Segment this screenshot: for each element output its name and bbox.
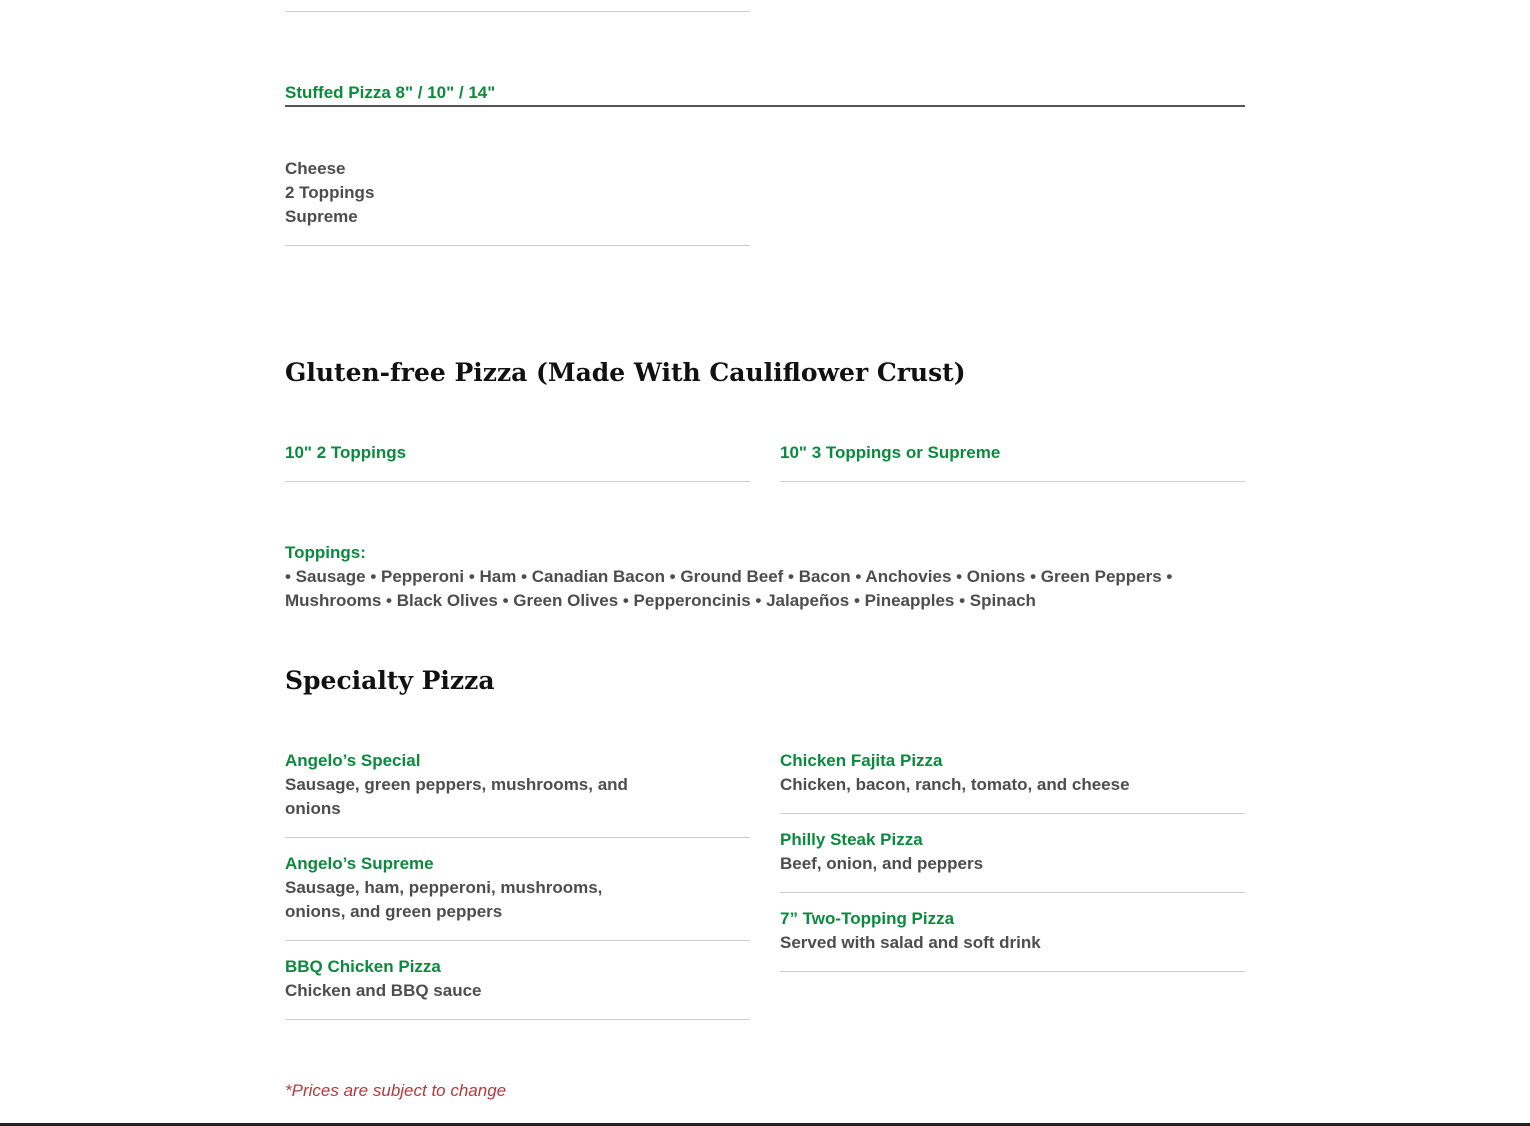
gluten-free-item-3-toppings: 10" 3 Toppings or Supreme xyxy=(780,443,1001,462)
toppings-label: Toppings: xyxy=(285,543,366,562)
specialty-heading: Specialty Pizza xyxy=(285,666,495,695)
specialty-item-angelos-supreme-desc-2: onions, and green peppers xyxy=(285,902,503,921)
gluten-free-divider-right xyxy=(780,481,1245,482)
specialty-item-angelos-special-desc: Sausage, green peppers, mushrooms, and xyxy=(285,775,628,794)
specialty-item-philly-steak-desc: Beef, onion, and peppers xyxy=(780,854,984,873)
specialty-item-chicken-fajita-desc: Chicken, bacon, ranch, tomato, and cheese xyxy=(780,775,1130,794)
specialty-item-angelos-supreme-name: Angelo’s Supreme xyxy=(285,854,434,873)
stuffed-item-cheese: Cheese xyxy=(285,159,346,178)
specialty-item-philly-steak-name: Philly Steak Pizza xyxy=(780,830,923,849)
stuffed-item-2-toppings: 2 Toppings xyxy=(285,183,375,202)
section-divider xyxy=(285,11,750,12)
specialty-divider xyxy=(780,813,1245,814)
toppings-list-line-1: • Sausage • Pepperoni • Ham • Canadian Bacon • Ground Beef • Bacon • Anchovies • Onions • Green Peppers • xyxy=(285,567,1173,586)
gluten-free-item-2-toppings: 10" 2 Toppings xyxy=(285,443,407,462)
specialty-divider xyxy=(285,837,750,838)
specialty-item-angelos-special-desc-2: onions xyxy=(285,799,341,818)
gluten-free-divider-left xyxy=(285,481,750,482)
stuffed-item-supreme: Supreme xyxy=(285,207,358,226)
stuffed-pizza-underline xyxy=(285,105,1245,107)
specialty-item-chicken-fajita-name: Chicken Fajita Pizza xyxy=(780,751,943,770)
specialty-item-bbq-chicken-name: BBQ Chicken Pizza xyxy=(285,957,441,976)
specialty-divider xyxy=(780,892,1245,893)
specialty-item-two-topping-name: 7” Two-Topping Pizza xyxy=(780,909,955,928)
specialty-item-angelos-supreme-desc: Sausage, ham, pepperoni, mushrooms, xyxy=(285,878,603,897)
specialty-divider xyxy=(285,940,750,941)
specialty-item-angelos-special-name: Angelo’s Special xyxy=(285,751,421,770)
specialty-divider xyxy=(780,971,1245,972)
stuffed-divider xyxy=(285,245,750,246)
stuffed-pizza-title: Stuffed Pizza 8" / 10" / 14" xyxy=(285,83,496,102)
prices-disclaimer: *Prices are subject to change xyxy=(285,1081,507,1100)
toppings-list-line-2: Mushrooms • Black Olives • Green Olives • Pepperoncinis • Jalapeños • Pineapples • Spinach xyxy=(285,591,1036,610)
specialty-item-bbq-chicken-desc: Chicken and BBQ sauce xyxy=(285,981,482,1000)
gluten-free-heading: Gluten-free Pizza (Made With Cauliflower Crust) xyxy=(285,358,966,387)
specialty-divider xyxy=(285,1019,750,1020)
specialty-item-two-topping-desc: Served with salad and soft drink xyxy=(780,933,1041,952)
